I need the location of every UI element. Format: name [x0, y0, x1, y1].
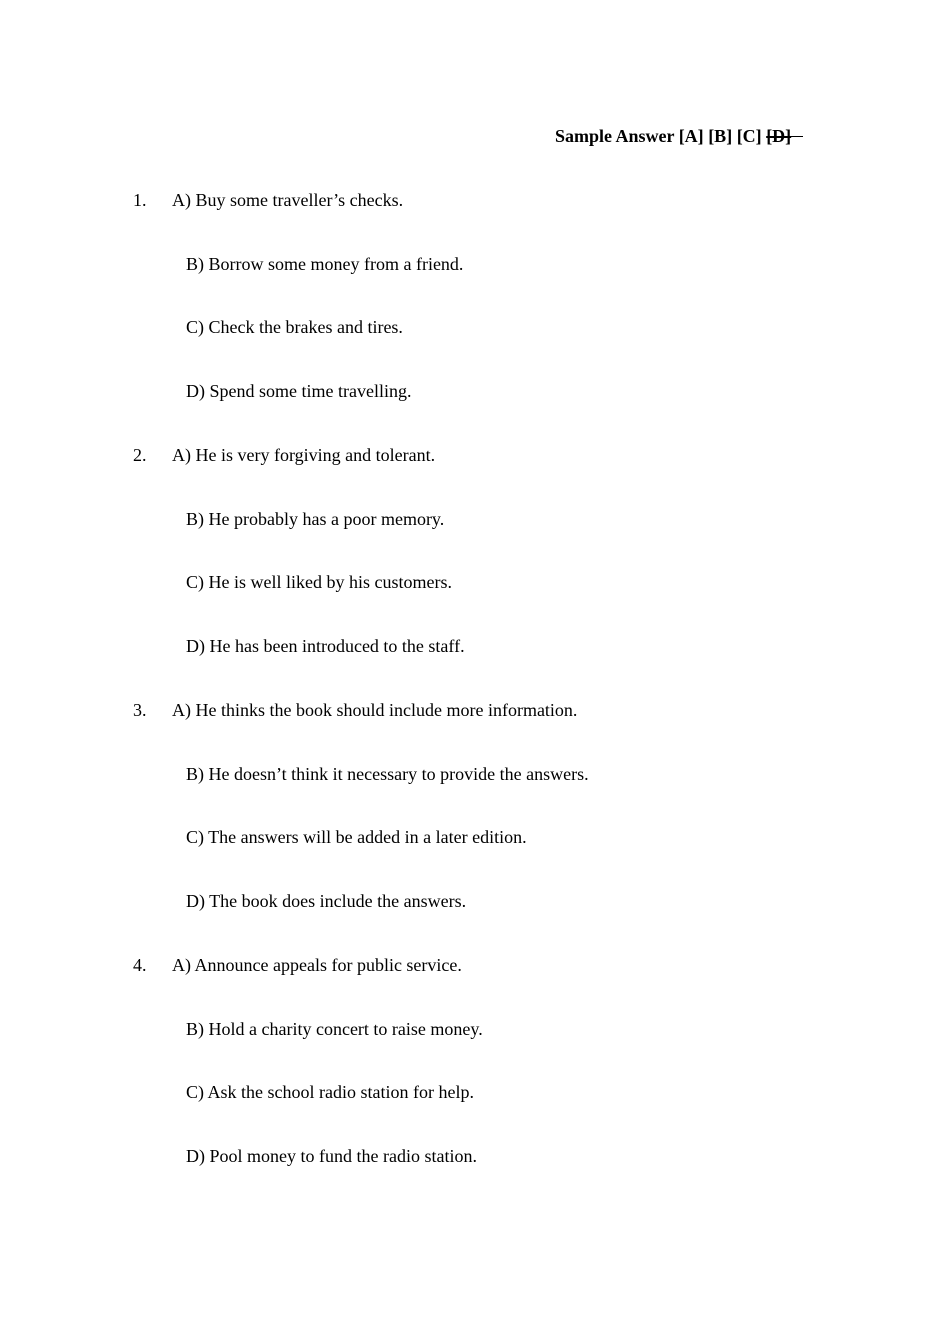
- strike-line: [791, 136, 803, 137]
- option-c: C) Ask the school radio station for help.: [186, 1082, 474, 1102]
- option-d: D) The book does include the answers.: [186, 891, 467, 911]
- option-b: B) He probably has a poor memory.: [186, 509, 445, 529]
- option-b: B) Borrow some money from a friend.: [186, 254, 464, 274]
- sample-answer-label: Sample Answer: [555, 126, 675, 146]
- option-b: B) Hold a charity concert to raise money.: [186, 1019, 483, 1039]
- option-d: D) Pool money to fund the radio station.: [186, 1146, 477, 1166]
- question-number: 1.: [133, 190, 147, 210]
- option-a: A) He thinks the book should include more information.: [172, 700, 578, 720]
- option-c: C) The answers will be added in a later edition.: [186, 827, 527, 847]
- option-a: A) Announce appeals for public service.: [172, 955, 462, 975]
- option-c: C) Check the brakes and tires.: [186, 317, 403, 337]
- option-a: A) He is very forgiving and tolerant.: [172, 445, 436, 465]
- sample-choice-c: [C]: [736, 126, 762, 146]
- option-d: D) He has been introduced to the staff.: [186, 636, 465, 656]
- sample-choice-a: [A]: [678, 126, 704, 146]
- option-c: C) He is well liked by his customers.: [186, 572, 452, 592]
- sample-choice-b: [B]: [708, 126, 733, 146]
- sample-answer-header: [555, 124, 803, 148]
- option-d: D) Spend some time travelling.: [186, 381, 412, 401]
- option-b: B) He doesn’t think it necessary to provide the answers.: [186, 764, 589, 784]
- question-number: 4.: [133, 955, 147, 975]
- question-number: 2.: [133, 445, 147, 465]
- option-a: A) Buy some traveller’s checks.: [172, 190, 404, 210]
- question-number: 3.: [133, 700, 147, 720]
- sample-choice-d-struck: [D]: [766, 126, 792, 146]
